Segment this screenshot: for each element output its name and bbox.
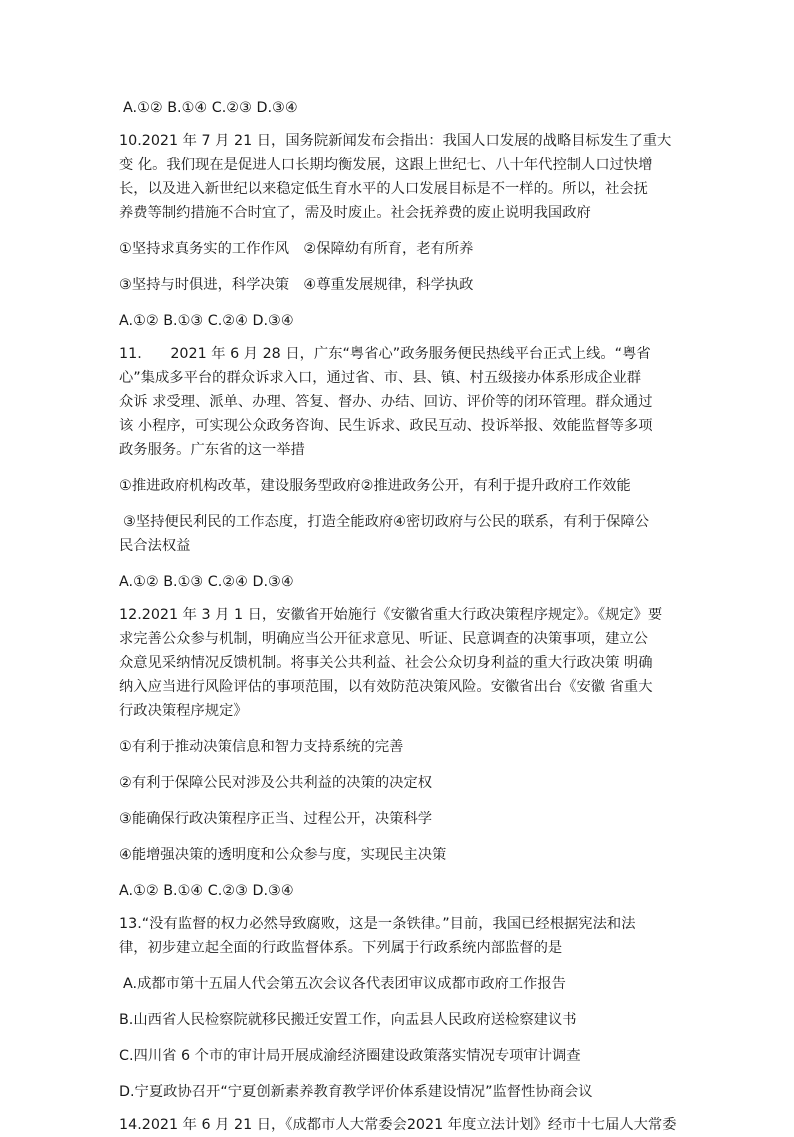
question-14: [119, 1113, 681, 1137]
q12-options: A.①② B.①④ C.②③ D.③④: [119, 883, 294, 899]
q12-choice-4: ④能增强决策的透明度和公众参与度，实现民主决策: [119, 847, 447, 863]
q12-stem-line: 12.2021 年 3 月 1 日，安徽省开始施行《安徽省重大行政决策程序规定》。《规定》要: [119, 607, 663, 623]
q10-choice-line-1: ①坚持求真务实的工作作风 ②保障幼有所育，老有所养: [119, 241, 474, 257]
exam-page: [119, 96, 681, 1137]
q10-stem-line: 10.2021 年 7 月 21 日，国务院新闻发布会指出：我国人口发展的战略目标发生了重大: [119, 133, 672, 149]
q11-stem-line: 政务服务。广东省的这一举措: [119, 442, 305, 458]
q10-stem-line: 变 化。我们现在是促进人口长期均衡发展，这跟上世纪七、八十年代控制人口过快增: [119, 157, 653, 173]
q12-choice-1: ①有利于推动决策信息和智力支持系统的完善: [119, 739, 404, 755]
q13-option-a: A.成都市第十五届人代会第五次会议各代表团审议成都市政府工作报告: [123, 976, 566, 992]
q14-stem-line: 14.2021 年 6 月 21 日，《成都市人大常委会2021 年度立法计划》经市十七届人大常委: [119, 1117, 677, 1133]
q12-choice-2: ②有利于保障公民对涉及公共利益的决策的决定权: [119, 775, 433, 791]
question-11: [119, 342, 681, 594]
q13-option-b: B.山西省人民检察院就移民搬迁安置工作，向盂县人民政府送检察建议书: [119, 1012, 577, 1028]
q11-options: A.①② B.①③ C.②④ D.③④: [119, 574, 294, 590]
q12-choice-3: ③能确保行政决策程序正当、过程公开，决策科学: [119, 811, 433, 827]
q9-options: A.①② B.①④ C.②③ D.③④: [123, 100, 298, 116]
q13-stem-line: 律，初步建立起全面的行政监督体系。下列属于行政系统内部监督的是: [119, 940, 563, 956]
q13-option-d: D.宁夏政协召开“宁夏创新素养教育教学评价体系建设情况”监督性协商会议: [119, 1084, 593, 1100]
q11-choice-line-2: ③坚持便民利民的工作态度，打造全能政府④密切政府与公民的联系，有利于保障公: [123, 514, 650, 530]
q10-choice-line-2: ③坚持与时俱进，科学决策 ④尊重发展规律，科学执政: [119, 277, 474, 293]
q11-stem-line: 该 小程序，可实现公众政务咨询、民生诉求、政民互动、投诉举报、效能监督等多项: [119, 418, 653, 434]
question-12: [119, 603, 681, 903]
q12-stem-line: 纳入应当进行风险评估的事项范围，以有效防范决策风险。安徽省出台《安徽 省重大: [119, 679, 653, 695]
question-10: [119, 129, 681, 333]
q11-stem-line: 11. 2021 年 6 月 28 日，广东“粤省心”政务服务便民热线平台正式上线。“粤省: [119, 346, 651, 362]
q13-stem-line: 13.“没有监督的权力必然导致腐败，这是一条铁律。”目前，我国已经根据宪法和法: [119, 916, 636, 932]
q11-stem-line: 心”集成多平台的群众诉求入口，通过省、市、县、镇、村五级接办体系形成企业群: [119, 370, 642, 386]
q13-option-c: C.四川省 6 个市的审计局开展成渝经济圈建设政策落实情况专项审计调查: [119, 1048, 581, 1064]
q12-stem-line: 行政决策程序规定》: [119, 703, 248, 719]
q10-options: A.①② B.①③ C.②④ D.③④: [119, 313, 294, 329]
q12-stem-line: 众意见采纳情况反馈机制。将事关公共利益、社会公众切身利益的重大行政决策 明确: [119, 655, 653, 671]
q10-stem-line: 养费等制约措施不合时宜了，需及时废止。社会抚养费的废止说明我国政府: [119, 205, 591, 221]
q11-stem-line: 众诉 求受理、派单、办理、答复、督办、办结、回访、评价等的闭环管理。群众通过: [119, 394, 653, 410]
question-13: [119, 912, 681, 1104]
q11-choice-line-1: ①推进政府机构改革，建设服务型政府②推进政务公开，有利于提升政府工作效能: [119, 478, 631, 494]
q12-stem-line: 求完善公众参与机制，明确应当公开征求意见、听证、民意调查的决策事项，建立公: [119, 631, 648, 647]
q10-stem-line: 长，以及进入新世纪以来稳定低生育水平的人口发展目标是不一样的。所以，社会抚: [119, 181, 648, 197]
q11-choice-line-2-cont: 民合法权益: [119, 538, 191, 554]
